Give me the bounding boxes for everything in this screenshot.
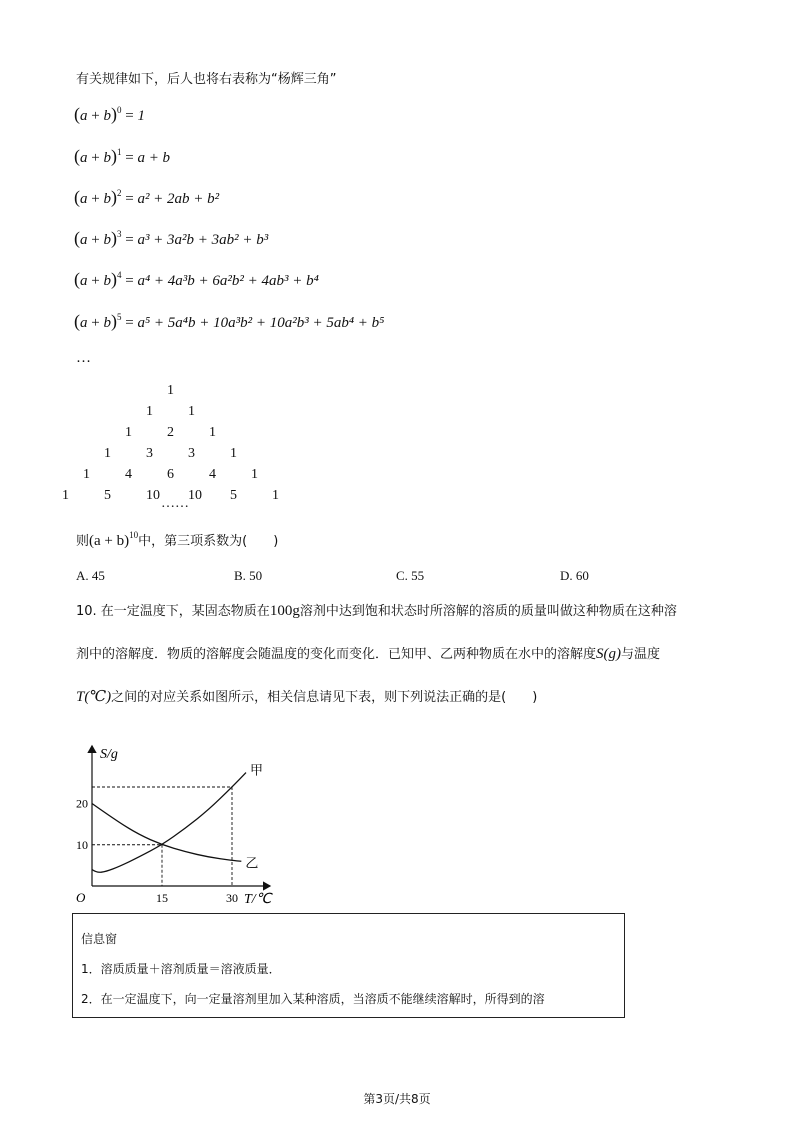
triangle-cell: 1 bbox=[146, 404, 153, 419]
equation-1: $(a + b)^1 = a + b$ bbox=[74, 146, 171, 166]
equation-rhs: a + b bbox=[137, 150, 171, 166]
ellipsis: … bbox=[76, 350, 91, 366]
triangle-cell: 1 bbox=[230, 446, 237, 461]
origin-label: O bbox=[76, 890, 86, 905]
series-label-0: 甲 bbox=[250, 763, 264, 779]
q9-option-a[interactable]: A. 45 bbox=[76, 568, 105, 583]
equation-0: $(a + b)^0 = 1$ bbox=[74, 104, 145, 124]
q9-option-d[interactable]: D. 60 bbox=[560, 568, 589, 583]
y-axis-label: S/g bbox=[100, 747, 118, 762]
triangle-cell: 3 bbox=[188, 446, 195, 461]
triangle-cell: 1 bbox=[83, 467, 90, 482]
equation-exponent: 1 bbox=[116, 147, 122, 157]
equation-exponent: 2 bbox=[116, 188, 122, 198]
q9-option-b[interactable]: B. 50 bbox=[234, 568, 263, 583]
q10-line-1 bbox=[76, 603, 677, 620]
triangle-cell: 1 bbox=[188, 404, 195, 419]
y-tick-label: 20 bbox=[76, 796, 88, 811]
equation-rhs: a² + 2ab + b² bbox=[137, 191, 220, 207]
q10-mass: 100g bbox=[269, 603, 300, 619]
info-window bbox=[72, 913, 625, 1018]
equation-rhs: 1 bbox=[137, 108, 145, 124]
equation-exponent: 4 bbox=[116, 270, 122, 280]
triangle-cell: 10 bbox=[188, 488, 202, 503]
solubility-chart bbox=[60, 740, 290, 912]
q9-stem bbox=[76, 530, 278, 550]
equation-4: $(a + b)^4 = a^4 + 4a^3b + 6a^2b^2 + 4ab^3 + b^4$ bbox=[74, 269, 319, 289]
q10-line2-text-a: 剂中的溶解度．物质的溶解度会随温度的变化而变化．已知甲、乙两种物质在水中的溶解度 bbox=[76, 647, 597, 662]
triangle-dots: …… bbox=[161, 496, 189, 511]
series-line-1 bbox=[92, 804, 241, 862]
triangle-cell: 3 bbox=[146, 446, 153, 461]
triangle-cell: 1 bbox=[125, 425, 132, 440]
q10-line1-text-b: 溶剂中达到饱和状态时所溶解的溶质的质量叫做这种物质在这种溶 bbox=[299, 604, 677, 619]
page-footer: 第3页/共8页 bbox=[363, 1092, 431, 1106]
equation-rhs: a⁴ + 4a³b + 6a²b² + 4ab³ + b⁴ bbox=[137, 273, 319, 289]
q9-expr-base: (a + b) bbox=[89, 533, 130, 549]
q10-symbol-t: T(℃) bbox=[76, 689, 112, 705]
triangle-cell: 1 bbox=[272, 488, 279, 503]
q10-line2-text-b: 与温度 bbox=[621, 647, 661, 662]
triangle-cell: 6 bbox=[167, 467, 174, 482]
equation-exponent: 5 bbox=[116, 312, 122, 322]
equation-rhs: a³ + 3a²b + 3ab² + b³ bbox=[137, 232, 269, 248]
q10-line1-text-a: 10. 在一定温度下，某固态物质在 bbox=[76, 604, 270, 619]
x-tick-label: 30 bbox=[226, 891, 238, 905]
triangle-cell: 1 bbox=[251, 467, 258, 482]
equation-exponent: 3 bbox=[116, 229, 122, 239]
q9-expr bbox=[89, 530, 139, 549]
info-title: 信息窗 bbox=[81, 932, 118, 946]
equation-2: $(a + b)^2 = a^2 + 2ab + b^2$ bbox=[74, 187, 220, 207]
series-label-1: 乙 bbox=[245, 856, 259, 872]
q10-line-3 bbox=[76, 689, 537, 706]
triangle-cell: 10 bbox=[146, 488, 160, 503]
q10-symbol-s: S(g) bbox=[596, 646, 622, 662]
q9-option-c[interactable]: C. 55 bbox=[396, 568, 425, 583]
intro-text: 有关规律如下，后人也将右表称为“杨辉三角” bbox=[76, 72, 337, 87]
x-tick-label: 15 bbox=[156, 891, 168, 905]
triangle-cell: 1 bbox=[167, 383, 174, 398]
equation-5: $(a + b)^5 = a^5 + 5a^4b + 10a^3b^2 + 10a^2b^3 + 5ab^4 + b^5$ bbox=[74, 311, 385, 331]
triangle-cell: 5 bbox=[230, 488, 237, 503]
series-line-0 bbox=[92, 773, 246, 873]
triangle-cell: 4 bbox=[125, 467, 132, 482]
q10-line-2 bbox=[76, 646, 660, 663]
equation-exponent: 0 bbox=[116, 105, 122, 115]
info-item-2: 2．在一定温度下，向一定量溶剂里加入某种溶质，当溶质不能继续溶解时，所得到的溶 bbox=[81, 992, 545, 1006]
equation-rhs: a⁵ + 5a⁴b + 10a³b² + 10a²b³ + 5ab⁴ + b⁵ bbox=[137, 315, 385, 331]
info-item-1: 1．溶质质量＋溶剂质量＝溶液质量． bbox=[81, 962, 281, 976]
q9-suffix: 中，第三项系数为( ) bbox=[138, 534, 279, 549]
equation-3: $(a + b)^3 = a^3 + 3a^2b + 3ab^2 + b^3$ bbox=[74, 228, 269, 248]
q9-expr-exp: 10 bbox=[129, 530, 139, 540]
triangle-cell: 4 bbox=[209, 467, 216, 482]
triangle-cell: 5 bbox=[104, 488, 111, 503]
triangle-cell: 1 bbox=[104, 446, 111, 461]
triangle-cell: 1 bbox=[209, 425, 216, 440]
x-axis-label: T/℃ bbox=[244, 892, 272, 907]
q10-line3-text: 之间的对应关系如图所示，相关信息请见下表，则下列说法正确的是( ) bbox=[111, 690, 538, 705]
triangle-cell: 1 bbox=[62, 488, 69, 503]
q9-prefix: 则 bbox=[76, 534, 90, 549]
triangle-cell: 2 bbox=[167, 425, 174, 440]
y-tick-label: 10 bbox=[76, 837, 88, 852]
